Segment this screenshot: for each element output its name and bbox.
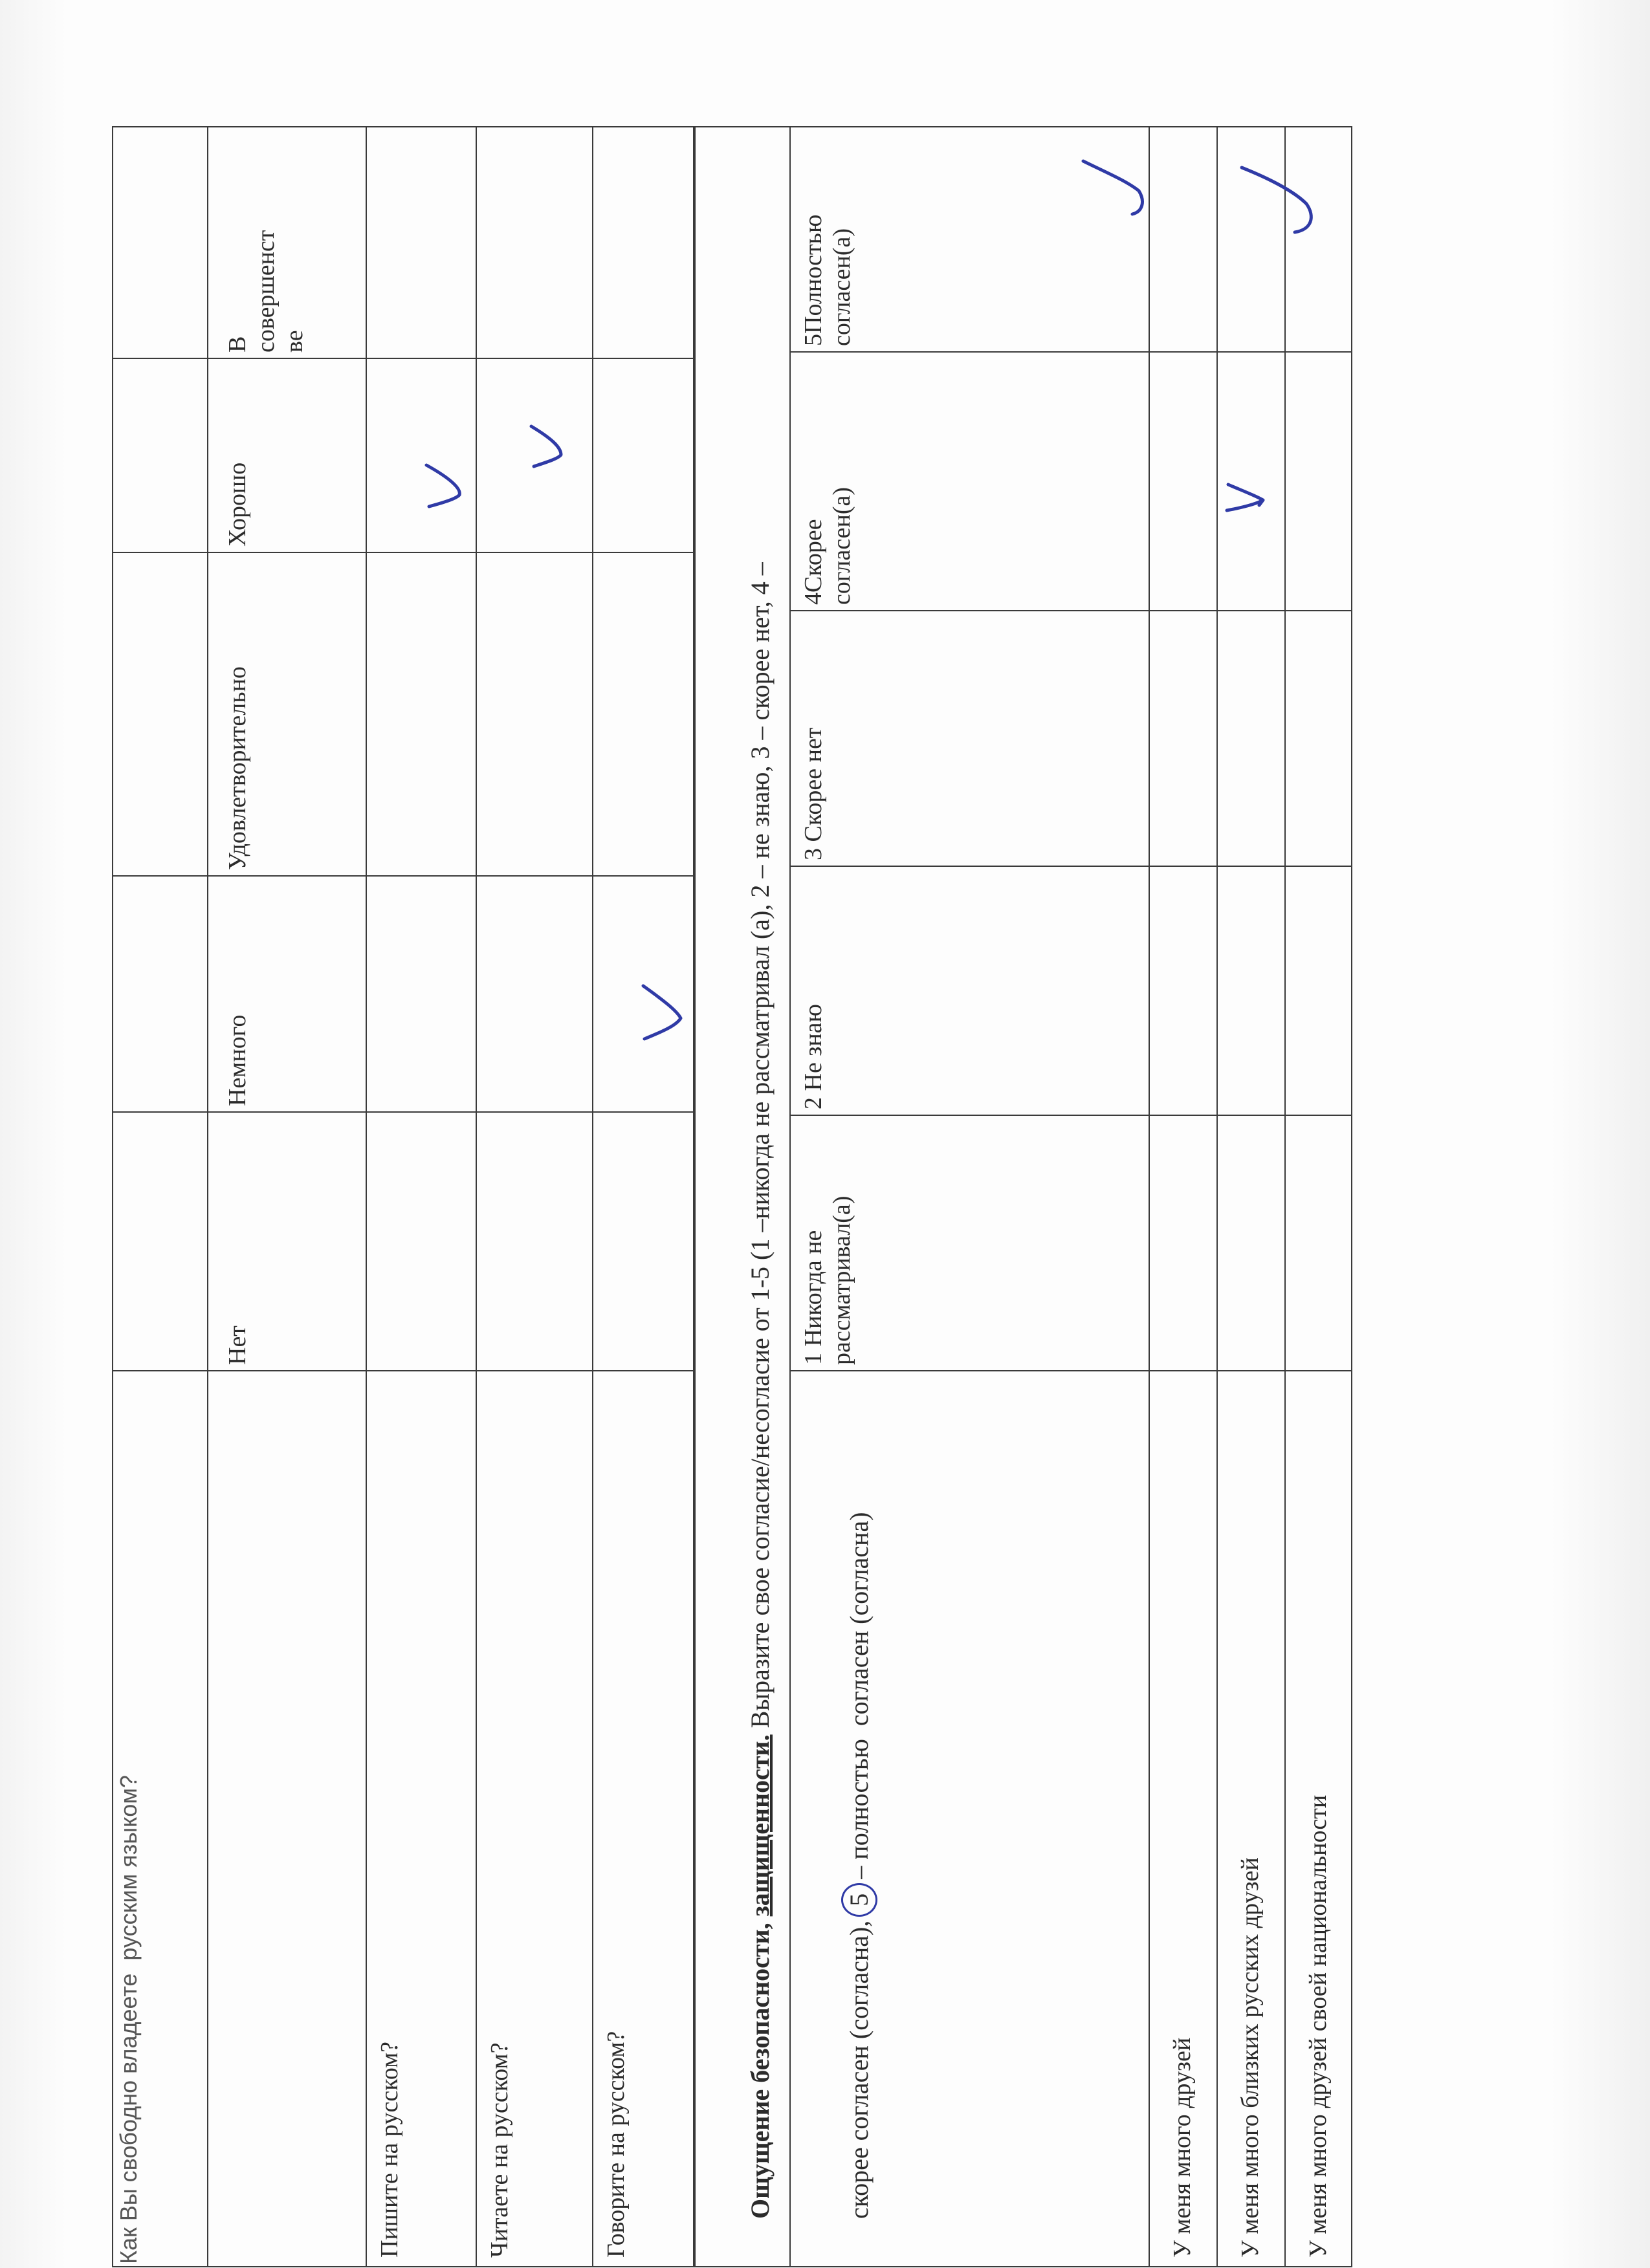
col2-header-5-l1: 5Полностью [800, 214, 827, 346]
col2-header-4-l1: 4Скорее [800, 519, 827, 605]
section2-instruction-line1: Выразите свое согласие/несогласие от 1-5 (1 –никогда не рассматривал (а), 2 – не знаю, 3 – скорее нет, 4 – [745, 562, 775, 1735]
checkmark-speak-little[interactable] [641, 983, 686, 1041]
col2-header-3-l1: 3 Скорее нет [800, 727, 827, 860]
grid-line [1149, 126, 1150, 2267]
row2-label-friends: У меня много друзей [1169, 2037, 1196, 2258]
row-label-read: Читаете на русском? [486, 2042, 513, 2258]
checkmark-friends-5[interactable] [1081, 158, 1145, 217]
grid-line [113, 1370, 696, 1371]
grid-line [113, 1111, 696, 1113]
col2-header-4-l2: согласен(а) [828, 486, 855, 605]
checkmark-russian-friends-4[interactable] [1223, 482, 1268, 514]
grid-line [789, 1370, 1352, 1371]
col2-header-3 [799, 728, 828, 860]
row2-label-russian-friends: У меня много близких русских друзей [1237, 1857, 1264, 2258]
checkmark-read-good[interactable] [527, 424, 566, 469]
circled-number: 5 [841, 1883, 877, 1917]
grid-line [789, 126, 791, 2267]
section2-instruction-line2b: – полностью согласен (согласна) [844, 1512, 874, 1879]
grid-line [1216, 126, 1218, 2267]
grid-line [592, 126, 593, 2267]
col2-header-2 [799, 1004, 828, 1109]
grid-line [476, 126, 477, 2267]
grid-line [113, 875, 696, 877]
col-header-perfect-line3: ве [281, 330, 308, 353]
grid-line [113, 552, 696, 553]
col2-header-1 [799, 1196, 856, 1365]
col-header-perfect [223, 133, 309, 353]
col2-header-1-l2: рассматривал(а) [828, 1195, 855, 1365]
section2-instruction-line2a: скорее согласен (согласна), [844, 1920, 874, 2219]
checkmark-write-good[interactable] [424, 463, 463, 508]
col-header-good: Хорошо [224, 462, 251, 547]
section2-title-underlined: защищенности. [745, 1734, 775, 1917]
grid-line [789, 1115, 1352, 1116]
col2-header-4 [799, 487, 856, 605]
section2-title: Ощущение безопасности, [745, 1923, 775, 2219]
grid-line [789, 351, 1352, 353]
col-header-perfect-line2: совершенст [252, 230, 280, 353]
grid-line [789, 866, 1352, 867]
col-header-perfect-line1: В [224, 336, 251, 353]
col-header-no: Нет [224, 1325, 251, 1365]
section1-table-frame [112, 126, 694, 2267]
col2-header-2-l1: 2 Не знаю [800, 1004, 827, 1109]
grid-line [789, 610, 1352, 611]
section1-question: Как Вы свободно владеете русским языком? [115, 1774, 142, 2264]
col2-header-1-l1: 1 Никогда не [800, 1230, 827, 1365]
row-label-speak: Говорите на русском? [602, 2031, 630, 2258]
row-label-write: Пишите на русском? [376, 2041, 403, 2258]
row2-label-own-nationality: У меня много друзей своей национальности [1304, 1794, 1332, 2258]
col-header-little: Немного [224, 1014, 251, 1106]
checkmark-own-nationality-5[interactable] [1239, 165, 1317, 236]
grid-line [366, 126, 367, 2267]
col2-header-5 [799, 215, 856, 346]
rotated-questionnaire-page [113, 126, 1352, 2267]
grid-line [207, 126, 208, 2267]
col-header-satisfactory: Удовлетворительно [224, 666, 251, 870]
grid-line [1284, 126, 1286, 2267]
col2-header-5-l2: согласен(а) [828, 228, 855, 346]
grid-line [113, 358, 696, 359]
